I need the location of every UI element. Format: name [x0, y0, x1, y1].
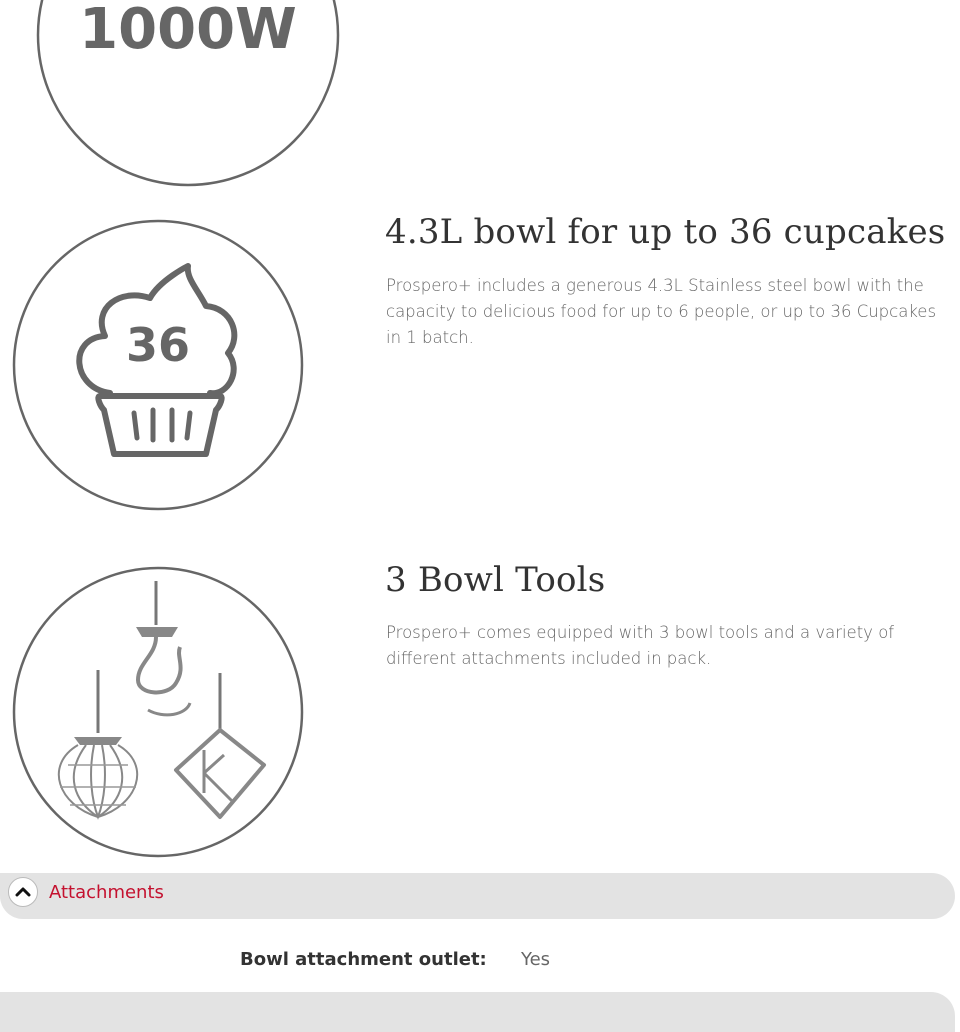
feature-description-tools: Prospero+ comes equipped with 3 bowl tools and a variety of different attachments included in pack.: [386, 623, 895, 668]
feature-description-bowl: Prospero+ includes a generous 4.3L Stainless steel bowl with the capacity to delicious food for up to 6 people, or up to 36 Cupcakes in 1 batch.: [386, 276, 937, 347]
next-accordion-header[interactable]: [0, 992, 955, 1032]
cupcake-icon: [10, 218, 310, 514]
cupcake-count-text: 36: [125, 318, 191, 372]
feature-title-bowl: 4.3L bowl for up to 36 cupcakes: [385, 212, 946, 252]
attachments-accordion-header[interactable]: [0, 873, 955, 919]
feature-title-tools: 3 Bowl Tools: [385, 560, 606, 600]
power-value-text: 1000W: [79, 0, 297, 62]
spec-label-bowl-attachment-outlet: Bowl attachment outlet:: [240, 949, 487, 970]
bowl-tools-icon: [8, 565, 308, 861]
chevron-up-icon[interactable]: [8, 877, 38, 907]
spec-value-bowl-attachment-outlet: Yes: [521, 949, 551, 970]
power-1000w-icon: [30, 0, 346, 190]
attachments-accordion-label: Attachments: [49, 882, 164, 903]
